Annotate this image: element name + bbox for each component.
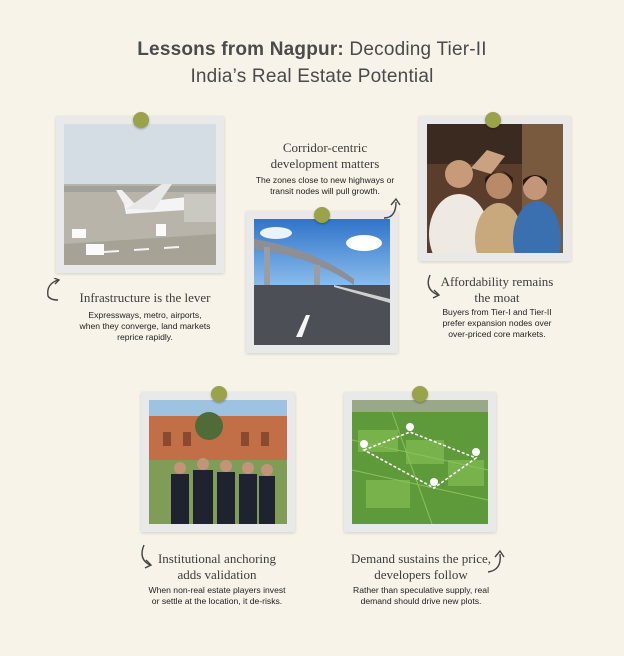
desc-line: Buyers from Tier-I and Tier-II xyxy=(442,307,552,317)
curved-arrow-icon xyxy=(382,196,402,222)
photo-card-highway xyxy=(246,211,398,353)
photo-card-plots xyxy=(344,392,496,532)
heading-line: adds validation xyxy=(177,567,257,582)
desc-line: reprice rapidly. xyxy=(117,332,173,342)
photo-card-airport xyxy=(56,116,224,273)
card-description xyxy=(240,175,410,197)
photo-card-family xyxy=(419,116,571,261)
card-heading xyxy=(412,274,582,306)
pushpin-icon xyxy=(133,112,149,128)
title-rest: Decoding Tier-II xyxy=(343,39,487,60)
pushpin-icon xyxy=(485,112,501,128)
desc-line: demand should drive new plots. xyxy=(360,596,482,606)
card-heading xyxy=(336,551,506,583)
heading-line: Corridor-centric xyxy=(282,140,368,155)
pushpin-icon xyxy=(314,207,330,223)
card-heading xyxy=(132,551,302,583)
pushpin-icon xyxy=(211,386,227,402)
card-description xyxy=(60,310,230,343)
heading-line: Demand sustains the price, xyxy=(350,551,492,566)
heading-line: developers follow xyxy=(374,567,468,582)
heading-line: Institutional anchoring xyxy=(157,551,277,566)
desc-line: or settle at the location, it de-risks. xyxy=(151,596,283,606)
institution-photo xyxy=(149,400,287,524)
family-photo xyxy=(427,124,563,253)
card-description xyxy=(127,585,307,607)
desc-line: The zones close to new highways or xyxy=(255,175,395,185)
photo-card-institution xyxy=(141,392,295,532)
desc-line: prefer expansion nodes over xyxy=(442,318,552,328)
card-description xyxy=(331,585,511,607)
pushpin-icon xyxy=(412,386,428,402)
title-line-2: India’s Real Estate Potential xyxy=(190,66,434,87)
desc-line: When non-real estate players invest xyxy=(148,585,286,595)
page-title xyxy=(0,36,624,90)
desc-line: over-priced core markets. xyxy=(448,329,546,339)
card-heading xyxy=(240,140,410,172)
desc-line: transit nodes will pull growth. xyxy=(270,186,380,196)
heading-line: the moat xyxy=(474,290,520,305)
heading-line: development matters xyxy=(270,156,380,171)
title-bold: Lessons from Nagpur: xyxy=(137,39,344,60)
card-description xyxy=(412,307,582,340)
plots-photo xyxy=(352,400,488,524)
heading-line: Infrastructure is the lever xyxy=(79,290,211,305)
desc-line: Expressways, metro, airports, xyxy=(88,310,202,320)
card-heading xyxy=(60,290,230,306)
desc-line: Rather than speculative supply, real xyxy=(353,585,489,595)
desc-line: when they converge, land markets xyxy=(79,321,211,331)
highway-photo xyxy=(254,219,390,345)
heading-line: Affordability remains xyxy=(440,274,554,289)
airport-photo xyxy=(64,124,216,265)
